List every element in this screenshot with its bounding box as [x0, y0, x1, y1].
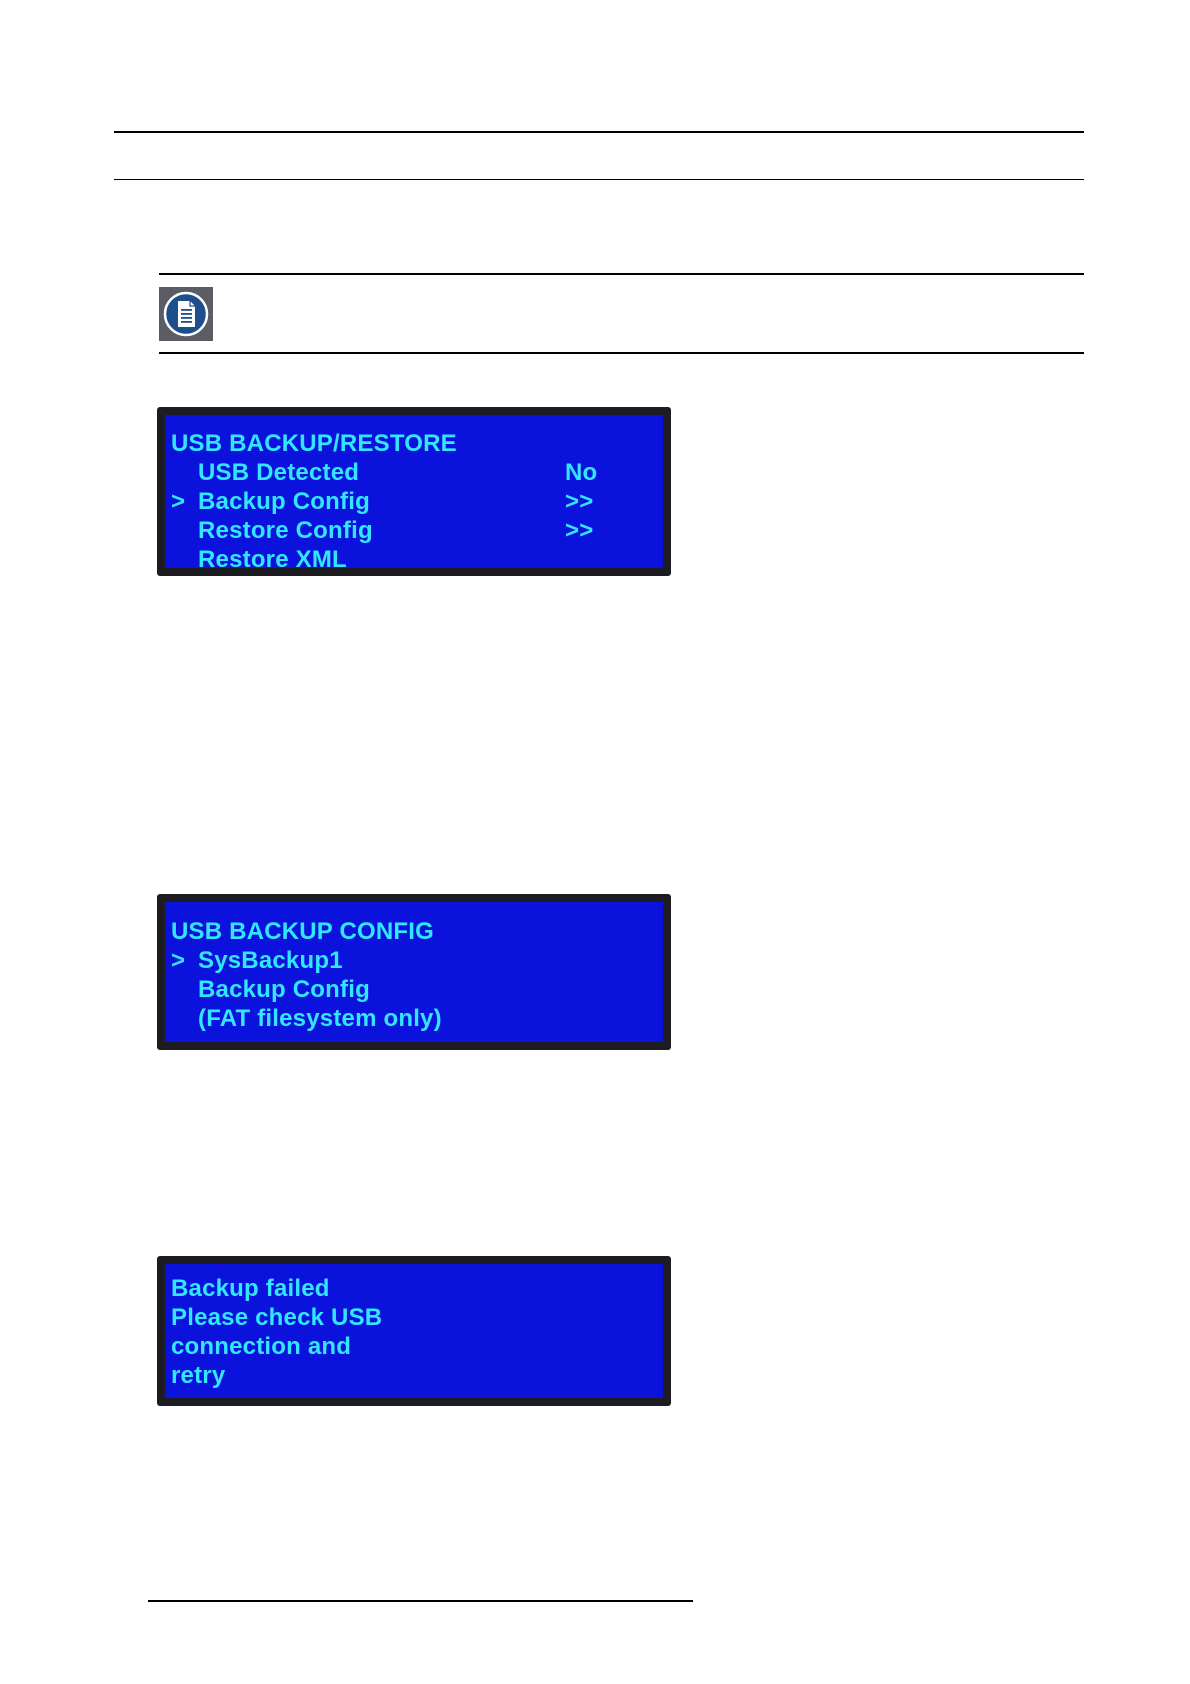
lcd-screen: [165, 902, 663, 1042]
menu-item-label: USB Detected: [198, 459, 360, 486]
note-rule-bottom: [159, 352, 1084, 354]
menu-item-value: No: [565, 459, 598, 486]
menu-item-label: Restore XML: [198, 546, 347, 573]
footer-rule: [148, 1600, 693, 1602]
lcd-title: [171, 917, 434, 946]
lcd-usb-backup-config: [157, 894, 671, 1050]
menu-item-restore-config[interactable]: [171, 516, 594, 545]
menu-item-label: Backup Config: [198, 488, 370, 515]
lcd-screen: [165, 1264, 663, 1398]
menu-item-value: >>: [565, 517, 594, 544]
message-text: Please check USB: [171, 1304, 383, 1331]
menu-item-restore-xml[interactable]: [171, 545, 347, 574]
config-item-label: Backup Config: [198, 976, 370, 1003]
lcd-title-text: USB BACKUP CONFIG: [171, 918, 434, 945]
lcd-usb-backup-restore: [157, 407, 671, 576]
menu-item-value: >>: [565, 488, 594, 515]
config-item-label: (FAT filesystem only): [198, 1005, 442, 1032]
lcd-title: [171, 429, 457, 458]
config-item-label: SysBackup1: [198, 947, 343, 974]
lcd-backup-failed: [157, 1256, 671, 1406]
message-line: [171, 1361, 226, 1390]
lcd-title-text: USB BACKUP/RESTORE: [171, 430, 457, 457]
menu-cursor: >: [171, 947, 186, 974]
message-text: connection and: [171, 1333, 352, 1360]
message-line: [171, 1274, 330, 1303]
note-rule-top: [159, 273, 1084, 275]
header-rule-top: [114, 131, 1084, 133]
note-document-icon: [159, 287, 213, 341]
config-item-sysbackup1[interactable]: [171, 946, 343, 975]
menu-item-label: Restore Config: [198, 517, 373, 544]
config-item-backup-config[interactable]: [171, 975, 370, 1004]
menu-cursor: >: [171, 488, 186, 515]
message-line: [171, 1303, 383, 1332]
menu-item-backup-config[interactable]: [171, 487, 594, 516]
message-line: [171, 1332, 352, 1361]
message-text: Backup failed: [171, 1275, 330, 1302]
menu-item-usb-detected[interactable]: [171, 458, 598, 487]
header-rule-bottom: [114, 179, 1084, 180]
config-item-fat-note: [171, 1004, 442, 1033]
lcd-screen: [165, 415, 663, 573]
message-text: retry: [171, 1362, 226, 1389]
